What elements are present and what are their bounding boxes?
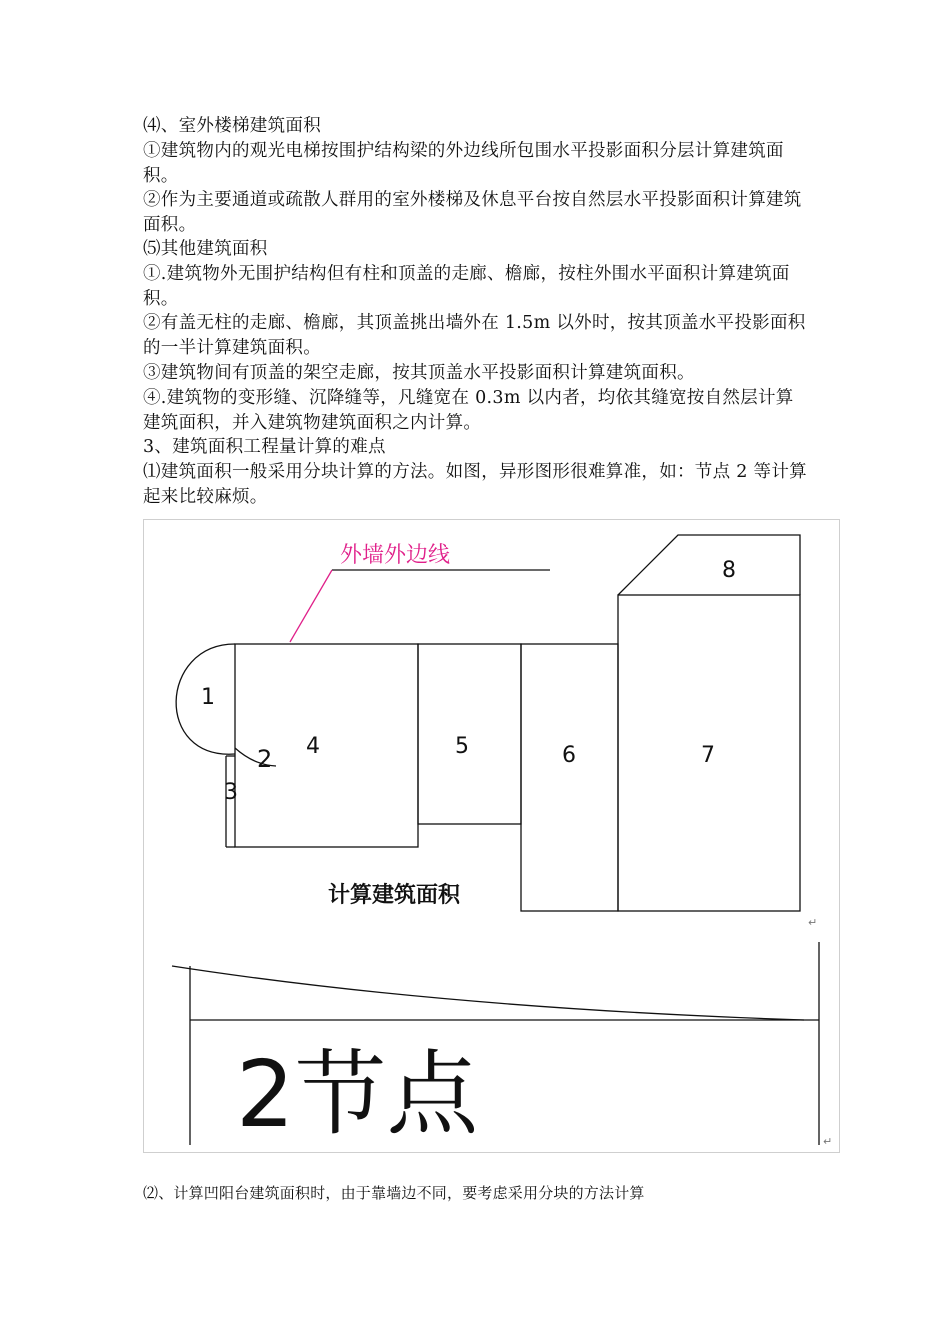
- block-5-outline: [418, 644, 521, 824]
- paragraph-outdoor-stairs: ②作为主要通道或疏散人群用的室外楼梯及休息平台按自然层水平投影面积计算建筑面积。: [143, 190, 802, 235]
- block-2-label: 2: [257, 745, 273, 773]
- block-8-label: 8: [722, 558, 736, 583]
- block-8-outline: [618, 535, 800, 595]
- block-3-label: 3: [224, 780, 238, 805]
- heading-difficulties: 3、建筑面积工程量计算的难点: [143, 437, 386, 457]
- block-1-label: 1: [201, 685, 215, 710]
- return-mark-1: ↵: [808, 916, 818, 929]
- callout-label: 外墙外边线: [340, 543, 451, 568]
- detail-curve: [172, 966, 804, 1020]
- heading-other-areas: ⑸其他建筑面积: [143, 239, 268, 259]
- figure-caption: 计算建筑面积: [328, 883, 461, 908]
- paragraph-expansion-joint: ④.建筑物的变形缝、沉降缝等，凡缝宽在 0.3m 以内者，均依其缝宽按自然层计算建筑面积，并入建筑物建筑面积之内计算。: [143, 388, 794, 433]
- block-6-outline: [521, 644, 618, 911]
- block-4-label: 4: [306, 734, 320, 759]
- block-6-label: 6: [562, 743, 576, 768]
- paragraph-corridor-columns: ①.建筑物外无围护结构但有柱和顶盖的走廊、檐廊，按柱外围水平面积计算建筑面积。: [143, 264, 790, 309]
- paragraph-block-method: ⑴建筑面积一般采用分块计算的方法。如图，异形图形很难算准，如：节点 2 等计算起来比较麻烦。: [143, 462, 807, 507]
- floor-plan-figure: [143, 519, 840, 1153]
- block-7-label: 7: [701, 743, 715, 768]
- detail-label: 2节点: [236, 1041, 479, 1148]
- paragraph-overhead-corridor: ③建筑物间有顶盖的架空走廊，按其顶盖水平投影面积计算建筑面积。: [143, 363, 695, 383]
- return-mark-2: ↵: [823, 1135, 833, 1148]
- paragraph-corridor-no-columns: ②有盖无柱的走廊、檐廊，其顶盖挑出墙外在 1.5m 以外时，按其顶盖水平投影面积的一半计算建筑面积。: [143, 313, 806, 358]
- paragraph-elevator: ①建筑物内的观光电梯按围护结构梁的外边线所包围水平投影面积分层计算建筑面积。: [143, 141, 784, 186]
- floor-plan-drawing: [144, 520, 841, 1154]
- callout-leader-diagonal: [290, 570, 332, 642]
- heading-outdoor-stairs: ⑷、室外楼梯建筑面积: [143, 116, 321, 136]
- paragraph-recessed-balcony: ⑵、计算凹阳台建筑面积时，由于靠墙边不同，要考虑采用分块的方法计算: [143, 1184, 645, 1202]
- block-5-label: 5: [455, 734, 469, 759]
